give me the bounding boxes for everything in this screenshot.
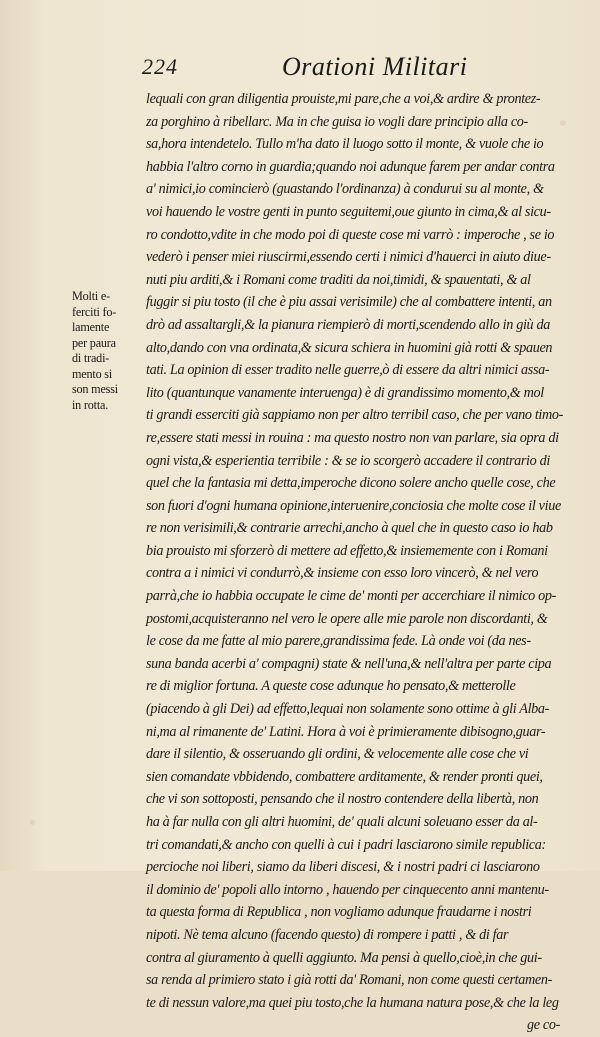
page-header xyxy=(142,52,580,82)
text-line: ha à far nulla con gli altri huomini, de' quali alcuni soleuano esser da al- xyxy=(146,814,538,830)
text-line: nipoti. Nè tema alcuno (facendo questo) di rompere i patti , & di far xyxy=(146,926,509,943)
text-line: suna banda acerbi a' compagni) state & nell'una,& nell'altra per parte cipa xyxy=(146,655,552,672)
text-line: ro condotto,vdite in che modo poi di queste cose mi varrò : imperoche , se io xyxy=(146,226,555,243)
body-text xyxy=(146,88,568,1037)
marginal-note-line: ferciti fo- xyxy=(72,304,117,319)
text-line: ti grandi esserciti già sappiamo non per altro terribil caso, che per vano timo- xyxy=(146,407,564,424)
text-line: son fuori d'ogni humana opinione,interuenire,conciosia che molte cose il viue xyxy=(146,497,561,514)
marginal-note-line: per paura xyxy=(72,335,116,350)
text-line: nuti piu arditi,& i Romani come traditi da noi,timidi, & spauentati, & al xyxy=(146,271,531,288)
text-line: lito (quantunque vanamente interuenga) è di grandissimo momento,& mol xyxy=(146,384,544,401)
text-line: le cose da me fatte al mio parere,grandissima fede. Là onde voi (da nes- xyxy=(146,633,531,650)
text-line: re,essere stati messi in rouina : ma questo nostro non van parlare, sia opra di xyxy=(146,429,559,446)
text-line: bia prouisto mi sforzerò di mettere ad effetto,& insiememente con i Romani xyxy=(146,542,548,559)
text-line: contra a i nimici vi condurrò,& insieme con esso loro vincerò, & nel vero xyxy=(146,565,539,582)
marginal-note-line: son messi xyxy=(72,382,118,396)
text-line: re non verisimili,& contrarie arrechi,ancho à quel che in questo caso io hab xyxy=(146,520,553,537)
marginal-note-line: lamente xyxy=(72,320,110,334)
text-line: quel che la fantasia mi detta,imperoche dicono solere ancho quelle cose, che xyxy=(146,475,556,492)
marginal-note xyxy=(72,289,142,413)
text-line: lequali con gran diligentia prouiste,mi pare,che a voi,& ardire & prontez- xyxy=(146,91,541,107)
text-line: te di nessun valore,ma quei piu tosto,che la humana natura pose,& che la leg xyxy=(146,994,559,1011)
text-line: vederò i penser miei riuscirmi,essendo certi i nimici d'hauerci in aiuto diue- xyxy=(146,249,551,266)
marginal-note-line: Molti e- xyxy=(72,289,111,303)
marginal-note-line: mento si xyxy=(72,366,113,381)
text-line: tri comandati,& ancho con quelli à cui i padri lasciarono simile republica: xyxy=(146,836,546,853)
text-line: tati. La opinion di esser tradito nelle guerre,ò di essere da altri nimici assa- xyxy=(146,362,550,379)
marginal-note-line: in rotta. xyxy=(72,397,109,412)
text-line: ta questa forma di Republica , non vogliamo adunque fraudarne i nostri xyxy=(146,904,532,921)
text-line: alto,dando con vna ordinata,& sicura schiera in huomini già rotti & spauen xyxy=(146,339,553,356)
text-line: sa renda al primiero stato i già rotti da' Romani, non come questi certamen- xyxy=(146,972,552,989)
text-line: postomi,acquisteranno nel vero le opere alle mie parole non discordanti, & xyxy=(146,610,548,627)
text-line: sa,hora intendetelo. Tullo m'ha dato il luogo sotto il monte, & vuole che io xyxy=(146,136,544,153)
text-line: contra al giuramento à quelli aggiunto. Ma pensi à quello,cioè,in che gui- xyxy=(146,949,542,966)
text-line: (piacendo à gli Dei) ad effetto,lequai non solamente sono ottime à gli Alba- xyxy=(146,701,550,718)
text-line: parrà,che io habbia occupate le cime de' monti per accerchiare il nimico op- xyxy=(146,588,556,605)
running-title: Orationi Militari xyxy=(282,52,468,81)
text-line: fuggir si piu tosto (il che è piu assai verisimile) che al combattere intenti, an xyxy=(146,294,552,311)
text-line: dare il silentio, & osseruando gli ordini, & velocemente alle cose che vi xyxy=(146,746,529,763)
text-line: che vi son sottoposti, pensando che il nostro contendere della libertà, non xyxy=(146,791,539,808)
marginal-note-line: di tradi- xyxy=(72,351,110,365)
text-line: re di miglior fortuna. A queste cose adunque ho pensato,& metterolle xyxy=(146,678,516,695)
text-line: il dominio de' popoli allo intorno , hauendo per cinquecento anni mantenu- xyxy=(146,881,549,898)
foxing-spot xyxy=(30,820,35,825)
text-line: za porghino à ribellarc. Ma in che guisa io vogli dare principio alla co- xyxy=(146,113,528,130)
text-line: drò ad assaltargli,& la pianura riempierò di morti,scendendo allo in giù da xyxy=(146,316,550,333)
text-line: ogni vista,& esperientia terribile : & se io scorgerò accadere il contrario di xyxy=(146,452,550,469)
text-line: percioche noi liberi, siamo da liberi discesi, & i nostri padri ci lasciarono xyxy=(146,859,540,876)
text-line: voi hauendo le vostre genti in punto seguitemi,oue giunto in cima,& al sicu- xyxy=(146,203,551,220)
page-number: 224 xyxy=(142,54,178,79)
text-line: sien comandate vbbidendo, combattere arditamente, & render pronti quei, xyxy=(146,768,543,785)
text-line: ni,ma al rimanente de' Latini. Hora à voi è primieramente dibisogno,guar- xyxy=(146,723,546,740)
catchword: ge co- xyxy=(527,1017,560,1034)
text-line: a' nimici,io comincierò (guastando l'ordinanza) à condurui su al monte, & xyxy=(146,181,544,198)
text-line: habbia l'altro corno in guardia;quando noi adunque farem per andar contra xyxy=(146,158,555,175)
